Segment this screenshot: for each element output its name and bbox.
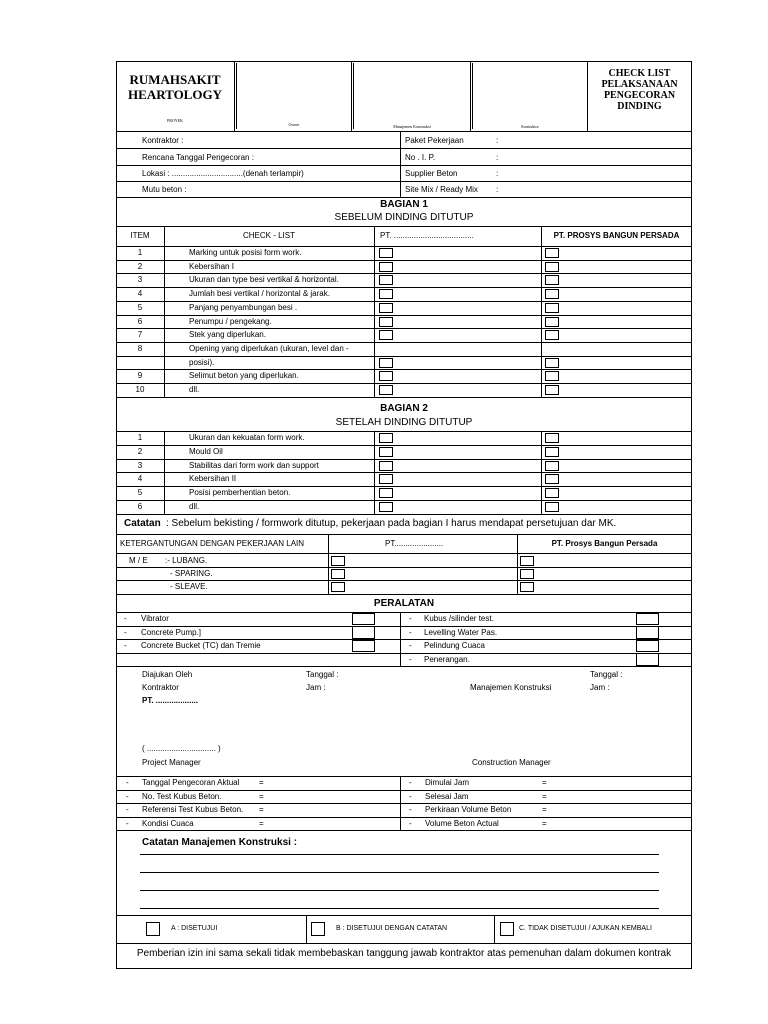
item-text: Penumpu / pengekang. [189,316,272,326]
bullet-dash: - [124,614,127,623]
row-divider [116,639,692,640]
equals-sign: = [259,778,264,787]
equals-sign: = [259,791,264,801]
me-prosys-checkbox[interactable] [520,556,534,566]
catatan-mk-line[interactable] [140,872,659,873]
equipment-checkbox[interactable] [352,626,375,639]
sig-mk: Manajemen Konstruksi [470,683,552,692]
bullet-dash: - [409,641,412,650]
form-title: CHECK LIST PELAKSANAAN PENGECORAN DINDING [601,68,678,112]
item-text: Ukuran dan type besi vertikal & horizontal. [189,275,339,285]
row-divider [116,356,692,357]
item-number: 5 [137,488,143,498]
sig-tanggal: Tanggal : [306,670,339,679]
item-number: 3 [137,460,143,470]
bagian1-title: BAGIAN 1 [380,199,428,210]
info-paket-pekerjaan: Paket Pekerjaan [405,136,464,145]
equipment-checkbox[interactable] [636,626,659,639]
item-text: Stabilitas dari form work dan support [189,460,319,470]
item-text: Opening yang diperlukan (ukuran, level dan - [189,343,349,353]
prosys-checkbox[interactable] [545,330,559,340]
peralatan-title: PERALATAN [373,598,435,609]
prosys-checkbox[interactable] [545,248,559,258]
prosys-checkbox[interactable] [545,262,559,272]
catatan-text: : Sebelum bekisting / formwork ditutup, pekerjaan pada bagian I harus mendapat persetujuan dar MK. [166,518,617,529]
bullet-dash: - [409,627,412,637]
bullet-dash: - [409,818,412,828]
footer-disclaimer: Pemberian izin ini sama sekali tidak membebaskan tanggung jawab kontraktor atas pemenuhan dalam dokumen kontrak [136,948,672,959]
info-rencana-tanggal: Rencana Tanggal Pengecoran : [142,153,254,162]
row-divider [116,301,692,302]
equipment-checkbox[interactable] [636,613,659,626]
equals-sign: = [542,805,547,814]
me-prosys-checkbox[interactable] [520,582,534,592]
info-supplier: Supplier Beton [405,169,458,178]
pt-checkbox[interactable] [379,447,393,457]
equals-sign: = [542,778,547,787]
item-text: Jumlah besi vertikal / horizontal & jarak. [189,289,330,299]
row-divider [116,626,692,627]
bullet-dash: - [409,654,412,664]
caption-owner: Owner [288,122,300,127]
pengecoran-field: No. Test Kubus Beton. [142,791,222,801]
catatan-mk-line[interactable] [140,890,659,891]
col-prosys: PT. PROSYS BANGUN PERSADA [553,231,680,240]
item-text: Kebersihan II [189,474,237,484]
bullet-dash: - [409,778,412,787]
approval-c-checkbox[interactable] [500,922,514,936]
sig-kontraktor: Kontraktor [142,683,179,692]
item-text: Panjang penyambungan besi . [189,302,298,312]
me-sparing: - SPARING. [170,569,213,578]
pt-checkbox[interactable] [379,371,393,381]
prosys-checkbox[interactable] [545,317,559,327]
info-mutu-beton: Mutu beton : [142,185,187,194]
item-text: Posisi pemberhentian beton. [189,488,291,498]
row-divider [116,315,692,316]
ketergantungan-prosys: PT. Prosys Bangun Persada [551,539,658,548]
item-number: 2 [137,261,143,271]
pengecoran-field: Volume Beton Actual [425,818,499,828]
bullet-dash: - [124,641,127,650]
sig-project-manager: Project Manager [142,758,201,767]
sig-jam: Jam : [306,683,326,692]
item-text: Selimut beton yang diperlukan. [189,371,299,381]
equipment-item: Concrete Pump.] [141,627,202,637]
equipment-item: Vibrator [141,614,169,623]
pengecoran-field: Selesai Jam [425,791,469,801]
prosys-checkbox[interactable] [545,358,559,368]
approval-c-label: C. TIDAK DISETUJUI / AJUKAN KEMBALI [519,925,652,932]
pt-checkbox[interactable] [379,289,393,299]
row-divider [116,445,692,446]
row-divider [116,328,692,329]
equipment-checkbox[interactable] [636,640,659,653]
item-text: posisi). [189,357,215,367]
sig-jam-mk: Jam : [590,683,610,692]
prosys-checkbox[interactable] [545,433,559,443]
pt-checkbox[interactable] [379,488,393,498]
pengecoran-field: Referensi Test Kubus Beton. [142,805,244,814]
row-divider [116,383,692,384]
equipment-checkbox[interactable] [636,653,659,666]
pengecoran-field: Dimulai Jam [425,778,470,787]
sig-pt: PT. ................... [142,696,199,705]
equals-sign: = [542,791,547,801]
pt-checkbox[interactable] [379,385,393,395]
item-text: Ukuran dan kekuatan form work. [189,433,305,442]
pt-checkbox[interactable] [379,433,393,443]
me-label: M / E [129,556,148,565]
prosys-checkbox[interactable] [545,289,559,299]
bullet-dash: - [126,805,129,814]
pengecoran-field: Perkiraan Volume Beton [425,805,512,814]
item-number: 6 [137,502,143,511]
approval-a-label: A : DISETUJUI [171,925,218,932]
catatan-mk-line[interactable] [140,908,659,909]
item-text: Kebersihan I [189,261,234,271]
ketergantungan-pt: PT...................... [385,539,444,548]
equipment-item: Pelindung Cuaca [424,641,485,650]
item-number: 7 [137,330,143,340]
caption-mk: Manajemen Konstruksi [393,124,431,129]
item-text: dll. [189,385,200,394]
signature-line: ( ............................... ) [142,744,221,753]
caption-proyek: PROYEK [166,118,183,123]
bullet-dash: - [409,791,412,801]
bagian2-title: BAGIAN 2 [380,403,428,414]
prosys-checkbox[interactable] [545,502,559,512]
catatan-mk-line[interactable] [140,854,659,855]
approval-b-label: B : DISETUJUI DENGAN CATATAN [336,925,448,932]
row-divider [116,486,692,487]
equals-sign: = [259,818,264,828]
col-pt: PT. .................................... [380,231,474,240]
pt-checkbox[interactable] [379,275,393,285]
item-number: 6 [137,316,143,326]
row-divider [116,342,692,343]
pt-checkbox[interactable] [379,317,393,327]
prosys-checkbox[interactable] [545,488,559,498]
pt-checkbox[interactable] [379,330,393,340]
item-number: 1 [137,433,143,442]
caption-kontraktor: Kontraktor [521,124,539,129]
item-number: 3 [137,275,143,285]
row-divider [116,459,692,460]
equipment-checkbox[interactable] [352,640,375,653]
pt-checkbox[interactable] [379,262,393,272]
row-divider [116,397,692,398]
item-number: 4 [137,289,143,299]
prosys-checkbox[interactable] [545,474,559,484]
equipment-item: Penerangan. [424,654,470,664]
row-divider [116,500,692,501]
me-pt-checkbox[interactable] [331,582,345,592]
pt-checkbox[interactable] [379,502,393,512]
info-no-ip: No . I. P. [405,153,436,162]
me-lubang: :- LUBANG. [165,556,208,565]
item-number: 5 [137,302,143,312]
info-kontraktor: Kontraktor : [142,136,184,145]
item-number: 4 [137,474,143,484]
bullet-dash: - [126,818,129,828]
info-lokasi: Lokasi : ................................(denah terlampir) [142,169,304,178]
item-text: dll. [189,502,200,511]
equipment-item: Concrete Bucket (TC) dan Tremie [141,641,261,650]
item-number: 8 [137,343,143,353]
item-number: 9 [137,371,143,381]
hospital-name: RUMAHSAKIT HEARTOLOGY [128,72,222,102]
bullet-dash: - [126,778,129,787]
prosys-checkbox[interactable] [545,371,559,381]
row-divider [116,472,692,473]
pengecoran-field: Tanggal Pengecoran Aktual [142,778,240,787]
col-check-list: CHECK - LIST [242,231,295,240]
item-number: 10 [135,385,145,394]
row-divider [116,369,692,370]
pt-checkbox[interactable] [379,358,393,368]
info-colon: : [496,153,499,162]
catatan-label: Catatan [124,518,161,529]
pt-checkbox[interactable] [379,248,393,258]
bullet-dash: - [124,627,127,637]
bullet-dash: - [126,791,129,801]
prosys-checkbox[interactable] [545,447,559,457]
ketergantungan-title: KETERGANTUNGAN DENGAN PEKERJAAN LAIN [120,539,305,548]
bagian2-subtitle: SETELAH DINDING DITUTUP [335,417,473,428]
me-pt-checkbox[interactable] [331,556,345,566]
pengecoran-field: Kondisi Cuaca [142,818,194,828]
col-item: ITEM [130,231,150,240]
diajukan-oleh: Diajukan Oleh [142,670,193,679]
prosys-checkbox[interactable] [545,385,559,395]
row-divider [116,260,692,261]
item-text: Marking untuk posisi form work. [189,248,302,257]
equipment-item: Kubus /silinder test. [424,614,494,623]
row-divider [116,287,692,288]
me-pt-checkbox[interactable] [331,569,345,579]
equals-sign: = [259,805,264,814]
row-divider [116,653,692,654]
equipment-item: Levelling Water Pas. [424,627,498,637]
equipment-checkbox[interactable] [352,613,375,626]
prosys-checkbox[interactable] [545,303,559,313]
bullet-dash: - [409,805,412,814]
me-sleave: - SLEAVE. [170,582,208,591]
item-number: 2 [137,446,143,456]
bagian1-subtitle: SEBELUM DINDING DITUTUP [334,212,474,223]
pt-checkbox[interactable] [379,474,393,484]
pt-checkbox[interactable] [379,461,393,471]
approval-b-checkbox[interactable] [311,922,325,936]
prosys-checkbox[interactable] [545,461,559,471]
pt-checkbox[interactable] [379,303,393,313]
info-site-mix: Site Mix / Ready Mix [405,185,478,194]
info-colon: : [496,185,499,194]
row-divider [116,273,692,274]
item-text: Stek yang diperlukan. [189,330,266,340]
bullet-dash: - [409,614,412,623]
approval-a-checkbox[interactable] [146,922,160,936]
equals-sign: = [542,818,547,828]
info-colon: : [496,169,499,178]
item-text: Mould Oil [189,446,223,456]
sig-tanggal-mk: Tanggal : [590,670,623,679]
prosys-checkbox[interactable] [545,275,559,285]
item-number: 1 [137,248,143,257]
catatan-mk-label: Catatan Manajemen Konstruksi : [142,837,298,848]
me-prosys-checkbox[interactable] [520,569,534,579]
sig-construction-manager: Construction Manager [472,758,551,767]
info-colon: : [496,136,499,145]
